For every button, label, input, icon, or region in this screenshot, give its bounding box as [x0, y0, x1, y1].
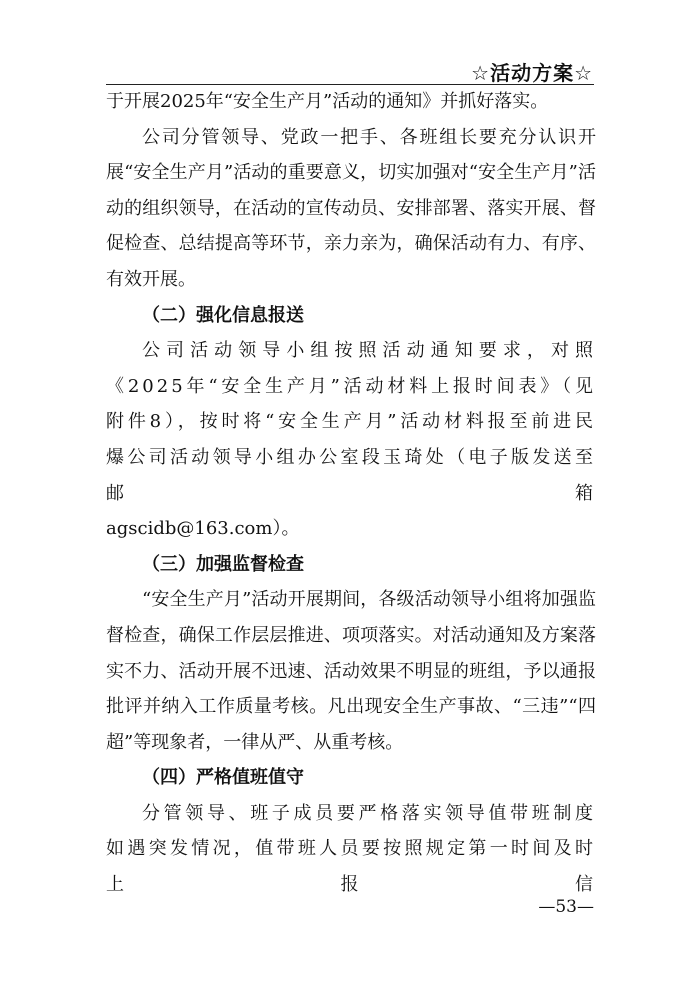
paragraph-continuation: 于开展2025年“安全生产月”活动的通知》并抓好落实。: [106, 91, 549, 112]
paragraph-duty: 分管领导、班子成员要严格落实领导值带班制度如遇突发情况，值带班人员要按照规定第一时间及时上报信: [106, 802, 596, 896]
page-number: —53—: [538, 897, 594, 917]
section-heading-info-reporting: （二）强化信息报送: [142, 304, 304, 326]
paragraph-supervision: “安全生产月”活动开展期间，各级活动领导小组将加强监督检查，确保工作层层推进、项项落实。对活动通知及方案落实不力、活动开展不迅速、活动效果不明显的班组，予以通报批评并纳入工作质量考核。凡出现安全生产事故、“三违”“四超”等现象者，一律从严、从重考核。: [106, 589, 596, 753]
paragraph-info-reporting: 公司活动领导小组按照活动通知要求，对照《2025年“安全生产月”活动材料上报时间表》（见附件8），按时将“安全生产月”活动材料报至前进民爆公司活动领导小组办公室段玉琦处（电子版发送至邮箱: [106, 340, 596, 504]
header-title: ☆活动方案☆: [471, 61, 593, 85]
paragraph-leadership: 公司分管领导、党政一把手、各班组长要充分认识开展“安全生产月”活动的重要意义，切实加强对“安全生产月”活动的组织领导，在活动的宣传动员、安排部署、落实开展、督促检查、总结提高等环节，亲力亲为，确保活动有力、有序、有效开展。: [106, 126, 596, 290]
document-body: [106, 84, 596, 903]
section-heading-duty: （四）严格值班值守: [142, 767, 304, 789]
section-heading-supervision: （三）加强监督检查: [142, 553, 304, 575]
paragraph-email: agscidb@163.com）。: [106, 518, 300, 540]
